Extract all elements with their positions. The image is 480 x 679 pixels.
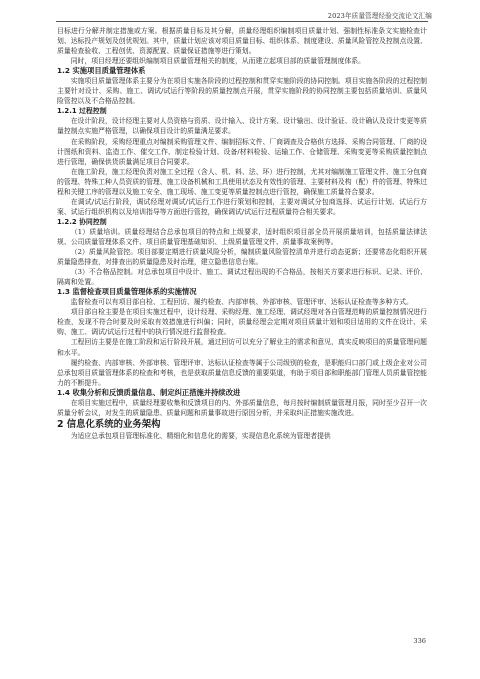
paragraph: 在调试/试运行阶段，调试经理对调试/试运行工作进行策划和控制，主要对调试分包商选择、试运行计划、试运行方案、试运行组织机构以及培训指导等方面进行管控，确保调试/试运行过程质量符合相关要求。 xyxy=(57,197,427,216)
paragraph: 在施工阶段，施工经理负责对施工全过程（含人、机、料、法、环）进行控制，尤其对编制施工管理文件、施工分包商的管理、特殊工种人员资质的管理、施工设备机械和工具使用状态及有效性的管理、主要材料及构（配）件的管理、特殊过程和关键工序的管理以及施工安全、施工现场、施工变更等质量控制点进行管控，确保施工质量符合要求。 xyxy=(57,167,427,196)
paragraph: 监督检查可以有项目部自检、工程回访、履约检查、内部审核、外部审核、管理评审、达标认证检查等多种方式。 xyxy=(70,298,413,307)
paragraph: 在设计阶段，设计经理主要对人员资格与资质、设计输入、设计方案、设计输出、设计验证、设计确认及设计变更等质量控制点实施严格管理，以确保项目设计的质量满足要求。 xyxy=(57,117,427,136)
paragraph: 目标进行分解并制定措施或方案。根据质量目标及其分解，质量经理组织编制项目质量计划、强制性标准条文实施检查计划、达标投产规划及创优规划。其中，质量计划应该对项目质量目标、组织体系、制度建设、质量风险管控及控制点设置、质量检查验收、工程创优、资源配置、质量保证措施等进行策划。 xyxy=(57,27,427,56)
header-divider xyxy=(56,21,428,22)
page-body xyxy=(57,26,427,441)
subsection-heading: 1.2.1 过程控制 xyxy=(57,107,107,116)
running-header: 2023年质量管理经验交流论文汇编 xyxy=(327,12,432,20)
paragraph: 项目部自检主要是在项目实施过程中，设计经理、采购经理、施工经理、调试经理对各自管理范畴的质量控制情况进行检查，发现不符合时要及时采取有效措施进行纠偏；同时，质量经理会定期对项目质量计划和项目适用的文件在设计、采购、施工、调试/试运行过程中的执行情况进行监督检查。 xyxy=(57,308,427,337)
section-heading: 1.2 实施项目质量管理体系 xyxy=(57,66,146,76)
paragraph: （3）不合格品控制。对总承包项目中设计、施工、调试过程出现的不合格品，按相关方要求进行标识、记录、评价、隔离和处置。 xyxy=(57,268,427,287)
paragraph: 履约检查、内部审核、外部审核、管理评审、达标认证检查等属于公司级别的检查，是职能归口部门或上级企业对公司总承包项目质量管理体系的检查和考核，也是获取质量信息反馈的重要渠道，有助于项目部和职能部门管理人员质量管控能力的不断提升。 xyxy=(57,358,427,387)
paragraph: （2）质量风险管控。项目部要定期进行质量风险分析，编制质量风险管控清单并进行动态更新；还要常态化组织开展质量隐患排查，对排查出的质量隐患及时治理，建立隐患信息台账。 xyxy=(57,248,427,267)
paragraph: 在项目实施过程中，质量经理要收集和反馈项目的内、外部质量信息，每月按时编制质量管理月报，同时至少召开一次质量分析会议，对发生的质量隐患、质量问题和质量事故进行原因分析，并采取纠正措施实施改进。 xyxy=(57,398,427,417)
page-number: 336 xyxy=(413,637,426,645)
subsection-heading: 1.2.2 协同控制 xyxy=(57,217,107,226)
paragraph: 在采购阶段，采购经理重点对编制采购管理文件、编制招标文件、厂商调查及合格供方选择、采购合同管理、厂商的设计图纸和资料、监造工作、催交工作、制定检验计划、设备/材料检验、运输工作、仓储管理、采购变更等采购质量控制点进行管理，确保供货质量满足项目合同要求。 xyxy=(57,137,427,166)
paragraph: 同时，项目经理还要组织编制项目质量管理相关的制度，从而建立起项目部的质量管理制度体系。 xyxy=(70,57,365,66)
paragraph: 为适应总承包项目管理标准化、精细化和信息化的需要，实现信息化系统为管理者提供 xyxy=(70,431,331,440)
section-heading: 1.4 收集分析和反馈质量信息、制定纠正措施并持续改进 xyxy=(57,387,241,397)
section-heading: 1.3 监督检查项目质量管理体系的实施情况 xyxy=(57,287,197,297)
paragraph: 实施项目质量管理体系主要分为在项目实施各阶段的过程控制和贯穿实施阶段的协同控制。项目实施各阶段的过程控制主要针对设计、采购、施工、调试/试运行等阶段的质量控制点开展，贯穿实施阶段的协同控制主要包括质量培训、质量风险管控以及不合格品控制。 xyxy=(57,77,427,106)
chapter-heading: 2 信息化系统的业务架构 xyxy=(57,418,161,430)
paragraph: （1）质量培训。质量经理结合总承包项目的特点和上级要求，适时组织项目部全员开展质量培训，包括质量法律法规、公司质量管理体系文件、项目质量管理基础知识、上级质量管理文件、质量事故案例等。 xyxy=(57,227,427,246)
paragraph: 工程回访主要是在施工阶段和运行阶段开展，通过回访可以充分了解业主的需求和意见，真实反映项目的质量管理问题和水平。 xyxy=(57,338,427,357)
